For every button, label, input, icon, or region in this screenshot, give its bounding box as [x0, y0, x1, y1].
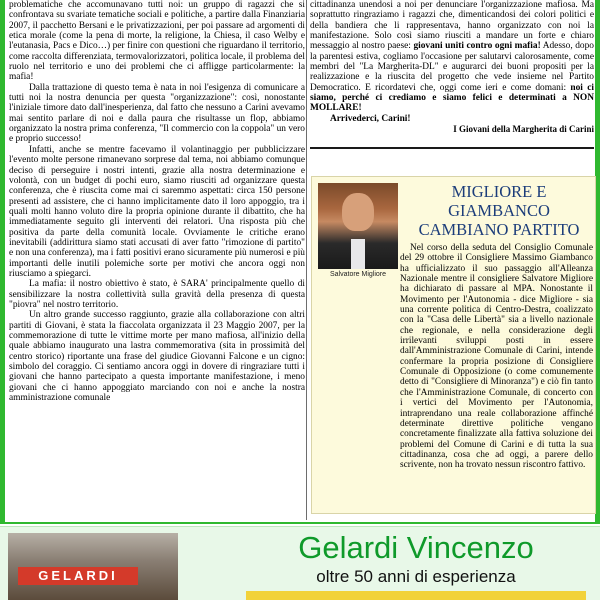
continued-paragraph [310, 0, 594, 114]
section-divider [310, 147, 594, 149]
continued-bold-2: noi ci siamo, perché ci crediamo e siamo felici e determinati a NON MOLLARE! [310, 82, 594, 114]
left-green-border [0, 0, 5, 522]
ad-yellow-strip [246, 591, 586, 600]
article-paragraph: Nel corso della seduta del Consiglio Comunale del 29 ottobre il Consigliere Massimo Giambanco ha ufficializzato il suo passaggio all'Alleanza Nazionale mentre il consigliere Salvatore Migliore ha dichiarato di passare al MPA. Nonostante il Movimento per l'Autonomia - dice Migliore - sia una corrente politica di Centro-Destra, coalizzato con la "Casa delle Libertà" sia a livello nazionale che regionale, e nella considerazione degli irrilevanti sviluppi posti in essere dall'Amministrazione Comunale di Carini, intende confermare la propria posizione di Consigliere Comunale di Opposizione (o come comunemente detto di "Consigliere di Minoranza") e ciò fin tanto che l'Amministrazione Comunale, di concerto con i vertici del Movimento per l'Autonomia, intraprendano una reale collaborazione affinché determinate direttive politiche vengano concretamente finalizzate alla fattiva soluzione dei problemi del Comune di Carini e di tutta la sua cittadinanza, cosa che ad oggi, a parere dello scrivente, non ha trovato nessun riscontro fattivo. [400, 243, 593, 471]
left-paragraph-3: Infatti, anche se mentre facevamo il volantinaggio per pubblicizzare l'evento molte persone rimanevano sorprese dal tema, noi abbiamo comunque deciso di perseguire i nostri intenti, grazie alla nostra determinazione e volontà, con un budget di pochi euro, siamo riusciti ad organizzare questa conferenza, che è riuscita come mai ci saremmo aspettati: circa 150 persone presenti ad assistere, che ci hanno implicitamente dato il loro appoggio, tra i quali molti hanno voluto dire la propria opinione durante il dibattito, che ha immediatamente seguito gli interventi dei relatori. Una risposta più che positiva da parte della comunità locale. Ovviamente le critiche erano inevitabili (addirittura siamo stati accusati di aver fatto "rimozione di partito" e non una conferenza), ma i fatti positivi erano sicuramente più numerosi e più importanti delle inutili polemiche sorte per motivi che ancora oggi non riusciamo a spiegarci. [9, 144, 305, 279]
article-headline: MIGLIORE E GIAMBANCO CAMBIANO PARTITO [418, 182, 580, 239]
portrait-head [342, 193, 374, 231]
farewell-line: Arrivederci, Carini! [330, 113, 411, 124]
continued-text-1: cittadinanza unendosi a noi per denunciare l'organizzazione mafiosa. Ma soprattutto ringraziamo i ragazzi che, dimenticandosi dei colori politici e della bandiera che li rappresentava, hanno organizzato con noi la manifestazione. Solo così siamo riusciti a mandare un forte e chiaro messaggio al nostro paese: [310, 0, 594, 52]
article-box [311, 176, 596, 514]
article-body [316, 243, 593, 471]
advertiser-name: Gelardi Vincenzo [298, 530, 534, 565]
left-paragraph-1: problematiche che accomunavano tutti noi: un gruppo di ragazzi che si confrontava su svariate tematiche sociali e politiche, a partire dalla Finanziaria 2007, il pacchetto Bersani e le privatizzazioni, per poi passare ad argomenti di etica morale (come la pena di morte, la religione, la Chiesa, il caso Welby e l'eutanasia, Pacs e Dico…) per finire con questioni che riguardano il territorio, come raccolta differenziata, termovalorizzatori, politica locale, il problema del ruolo nel territorio e uno dei problemi che ci affligge particolarmente: la mafia! [9, 0, 305, 83]
left-paragraph-5: Un altro grande successo raggiunto, grazie alla collaborazione con altri partiti di Giovani, è stata la fiaccolata organizzata il 23 Maggio 2007, per la commemorazione di tutte le vittime morte per mano mafiosa, all'inizio della quale abbiamo inaugurato una lastra commemorativa (sita in prossimità del centro storico) riportante una frase del giudice Giovanni Falcone e un cigno: simbolo del coraggio. Ci sentiamo ancora oggi in dovere di ringraziare tutti i giovani che hanno partecipato a questa importante manifestazione, i meno giovani che ci hanno appoggiato marciando con noi e anche la nostra amministrazione comunale [9, 310, 305, 404]
left-paragraph-2: Dalla trattazione di questo tema è nata in noi l'esigenza di comunicare a tutti noi la nostra denuncia per questa "organizzazione": così, nonostante l'iniziale timore dato dall'inesperienza, dal fatto che nessuno a Carini avevamo mai sentito parlare di noi e dalla paura che risultasse un flop, abbiamo organizzato la nostra prima conferenza, "Il commercio con la coppola" un vero e proprio successo! [9, 82, 305, 145]
column-divider [306, 0, 307, 520]
continued-bold-1: giovani uniti contro ogni mafia! [413, 41, 541, 52]
shop-photo [8, 533, 178, 600]
advertiser-tagline: oltre 50 anni di esperienza [316, 567, 516, 586]
right-column [310, 0, 594, 471]
left-paragraph-4: La mafia: il nostro obiettivo è stato, è SARA' principalmente quello di sensibilizzare la nostra collettività sulla gravità della presenza di questa "piovra" nel nostro territorio. [9, 279, 305, 310]
signature-line: I Giovani della Margherita di Carini [453, 124, 594, 135]
continued-article [310, 0, 594, 142]
left-column-article [9, 0, 305, 520]
bottom-green-border [0, 522, 600, 524]
shop-sign: GELARDI [18, 567, 138, 585]
photo-caption: Salvatore Migliore [329, 271, 387, 278]
continued-text-2: Adesso, dopo la parentesi estiva, cogliamo l'occasione per salutarvi calorosamente, come membri del "La Margherita-DL" e augurarci dei buoni propositi per la realizzazione e la riuscita del progetto che vede insieme nel Partito Democratico. E ricordatevi che, oggi come ieri e come domani: [310, 41, 594, 93]
